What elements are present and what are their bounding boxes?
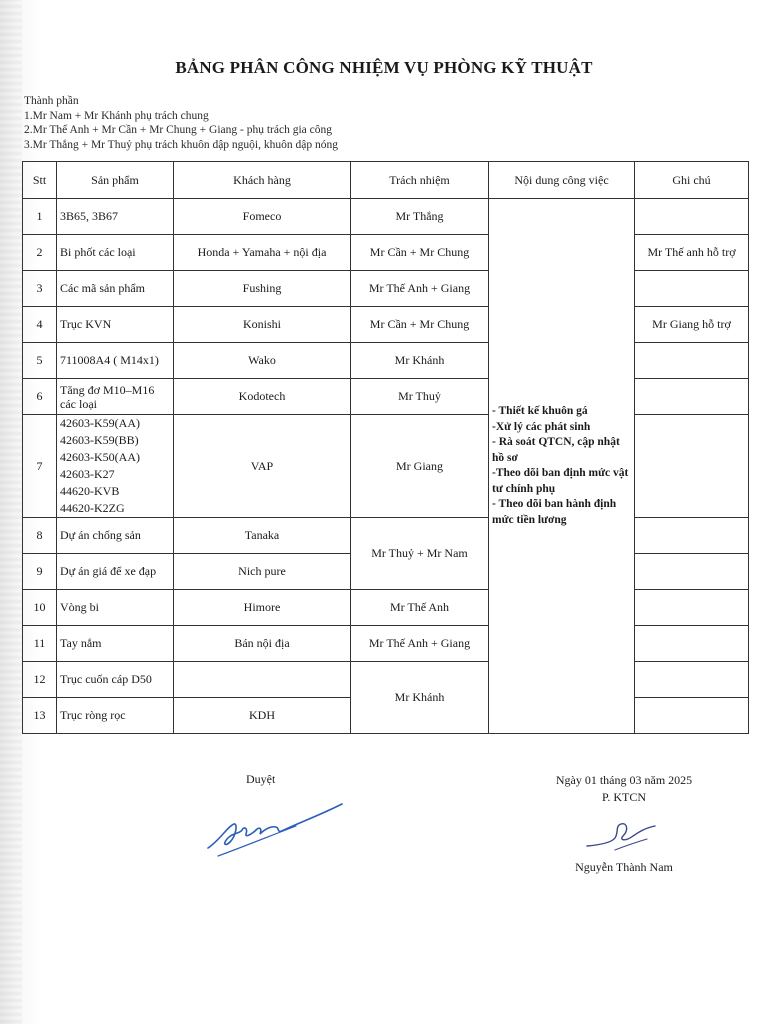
cell-product: 3B65, 3B67 — [57, 199, 174, 235]
cell-note — [635, 343, 749, 379]
product-code: 42603-K50(AA) — [60, 450, 140, 464]
cell-note — [635, 271, 749, 307]
product-code: 44620-KVB — [60, 484, 120, 498]
cell-product: Bi phốt các loại — [57, 235, 174, 271]
cell-stt: 4 — [23, 307, 57, 343]
cell-stt: 3 — [23, 271, 57, 307]
table-row — [23, 307, 749, 343]
signature-block — [524, 772, 724, 806]
cell-customer: VAP — [174, 415, 351, 518]
cell-owner: Mr Khánh — [351, 343, 489, 379]
product-code: 42603-K59(AA) — [60, 416, 140, 430]
cell-owner: Mr Thuỷ + Mr Nam — [351, 518, 489, 590]
cell-customer: Konishi — [174, 307, 351, 343]
scan-edge-shadow — [0, 0, 22, 1024]
cell-stt: 2 — [23, 235, 57, 271]
cell-stt: 8 — [23, 518, 57, 554]
cell-stt: 6 — [23, 379, 57, 415]
table-row — [23, 343, 749, 379]
table-row — [23, 590, 749, 626]
product-code: 44620-K2ZG — [60, 501, 125, 515]
header-owner: Trách nhiệm — [351, 162, 489, 199]
table-row — [23, 518, 749, 554]
cell-owner: Mr Thắng — [351, 199, 489, 235]
cell-stt: 7 — [23, 415, 57, 518]
cell-customer: Bán nội địa — [174, 626, 351, 662]
cell-product: Trục ròng rọc — [57, 698, 174, 734]
cell-customer: Himore — [174, 590, 351, 626]
cell-customer: Kodotech — [174, 379, 351, 415]
cell-customer: Tanaka — [174, 518, 351, 554]
cell-owner: Mr Cần + Mr Chung — [351, 235, 489, 271]
cell-stt: 12 — [23, 662, 57, 698]
table-header-row — [23, 162, 749, 199]
cell-stt: 9 — [23, 554, 57, 590]
cell-stt: 11 — [23, 626, 57, 662]
cell-stt: 13 — [23, 698, 57, 734]
signer-signature — [585, 812, 665, 854]
cell-customer — [174, 662, 351, 698]
cell-product: Vòng bi — [57, 590, 174, 626]
intro-line-3: 3.Mr Thắng + Mr Thuỷ phụ trách khuôn dập nguội, khuôn dập nóng — [24, 138, 338, 151]
cell-product — [57, 415, 174, 518]
cell-task-content — [489, 199, 635, 734]
cell-note — [635, 590, 749, 626]
cell-note — [635, 199, 749, 235]
task-line: - Thiết kế khuôn gá — [492, 405, 588, 417]
approval-label: Duyệt — [246, 772, 276, 786]
cell-owner: Mr Khánh — [351, 662, 489, 734]
cell-owner: Mr Thế Anh + Giang — [351, 626, 489, 662]
cell-customer: KDH — [174, 698, 351, 734]
product-code: 42603-K59(BB) — [60, 433, 139, 447]
cell-note: Mr Giang hỗ trợ — [635, 307, 749, 343]
cell-customer: Honda + Yamaha + nội địa — [174, 235, 351, 271]
cell-note — [635, 698, 749, 734]
table-row — [23, 199, 749, 235]
cell-stt: 10 — [23, 590, 57, 626]
cell-product: Tăng đơ M10–M16 các loại — [57, 379, 174, 415]
table-row — [23, 379, 749, 415]
cell-owner: Mr Cần + Mr Chung — [351, 307, 489, 343]
cell-note — [635, 662, 749, 698]
cell-customer: Fomeco — [174, 199, 351, 235]
cell-note: Mr Thế anh hỗ trợ — [635, 235, 749, 271]
header-task-content: Nội dung công việc — [489, 162, 635, 199]
assignment-table — [22, 161, 749, 734]
task-line: - Rà soát QTCN, cập nhật hồ sơ — [492, 436, 620, 464]
cell-product: Trục KVN — [57, 307, 174, 343]
cell-owner: Mr Thế Anh — [351, 590, 489, 626]
cell-product: Dự án chống sản — [57, 518, 174, 554]
header-note: Ghi chú — [635, 162, 749, 199]
cell-owner: Mr Thế Anh + Giang — [351, 271, 489, 307]
cell-owner: Mr Thuỷ — [351, 379, 489, 415]
cell-product: Dự án giá để xe đạp — [57, 554, 174, 590]
cell-stt: 1 — [23, 199, 57, 235]
header-customer: Khách hàng — [174, 162, 351, 199]
intro-line-1: 1.Mr Nam + Mr Khánh phụ trách chung — [24, 109, 209, 122]
approval-signature — [200, 796, 350, 866]
task-line: - Theo dõi ban hành định mức tiền lương — [492, 498, 617, 526]
task-line: -Xử lý các phát sinh — [492, 420, 591, 433]
header-stt: Stt — [23, 162, 57, 199]
cell-note — [635, 518, 749, 554]
cell-owner: Mr Giang — [351, 415, 489, 518]
cell-customer: Nich pure — [174, 554, 351, 590]
table-row — [23, 415, 749, 518]
product-code: 42603-K27 — [60, 467, 115, 481]
cell-note — [635, 626, 749, 662]
cell-note — [635, 554, 749, 590]
cell-product: Các mã sản phẩm — [57, 271, 174, 307]
cell-product: Tay nắm — [57, 626, 174, 662]
cell-stt: 5 — [23, 343, 57, 379]
cell-note — [635, 415, 749, 518]
signing-date: Ngày 01 tháng 03 năm 2025 — [555, 773, 693, 787]
table-row — [23, 662, 749, 698]
cell-customer: Fushing — [174, 271, 351, 307]
table-row — [23, 235, 749, 271]
table-row — [23, 626, 749, 662]
intro-block — [24, 94, 338, 152]
task-line: -Theo dõi ban định mức vật tư chính phụ — [492, 467, 629, 495]
intro-line-2: 2.Mr Thế Anh + Mr Cần + Mr Chung + Giang - phụ trách gia công — [24, 124, 332, 136]
cell-note — [635, 379, 749, 415]
cell-customer: Wako — [174, 343, 351, 379]
cell-product: 711008A4 ( M14x1) — [57, 343, 174, 379]
document-title: BẢNG PHÂN CÔNG NHIỆM VỤ PHÒNG KỸ THUẬT — [175, 58, 593, 77]
intro-heading: Thành phần — [24, 95, 79, 107]
signer-name: Nguyễn Thành Nam — [575, 860, 673, 874]
department-label: P. KTCN — [601, 790, 646, 804]
table-row — [23, 271, 749, 307]
header-product: Sản phẩm — [57, 162, 174, 199]
cell-product: Trục cuốn cáp D50 — [57, 662, 174, 698]
